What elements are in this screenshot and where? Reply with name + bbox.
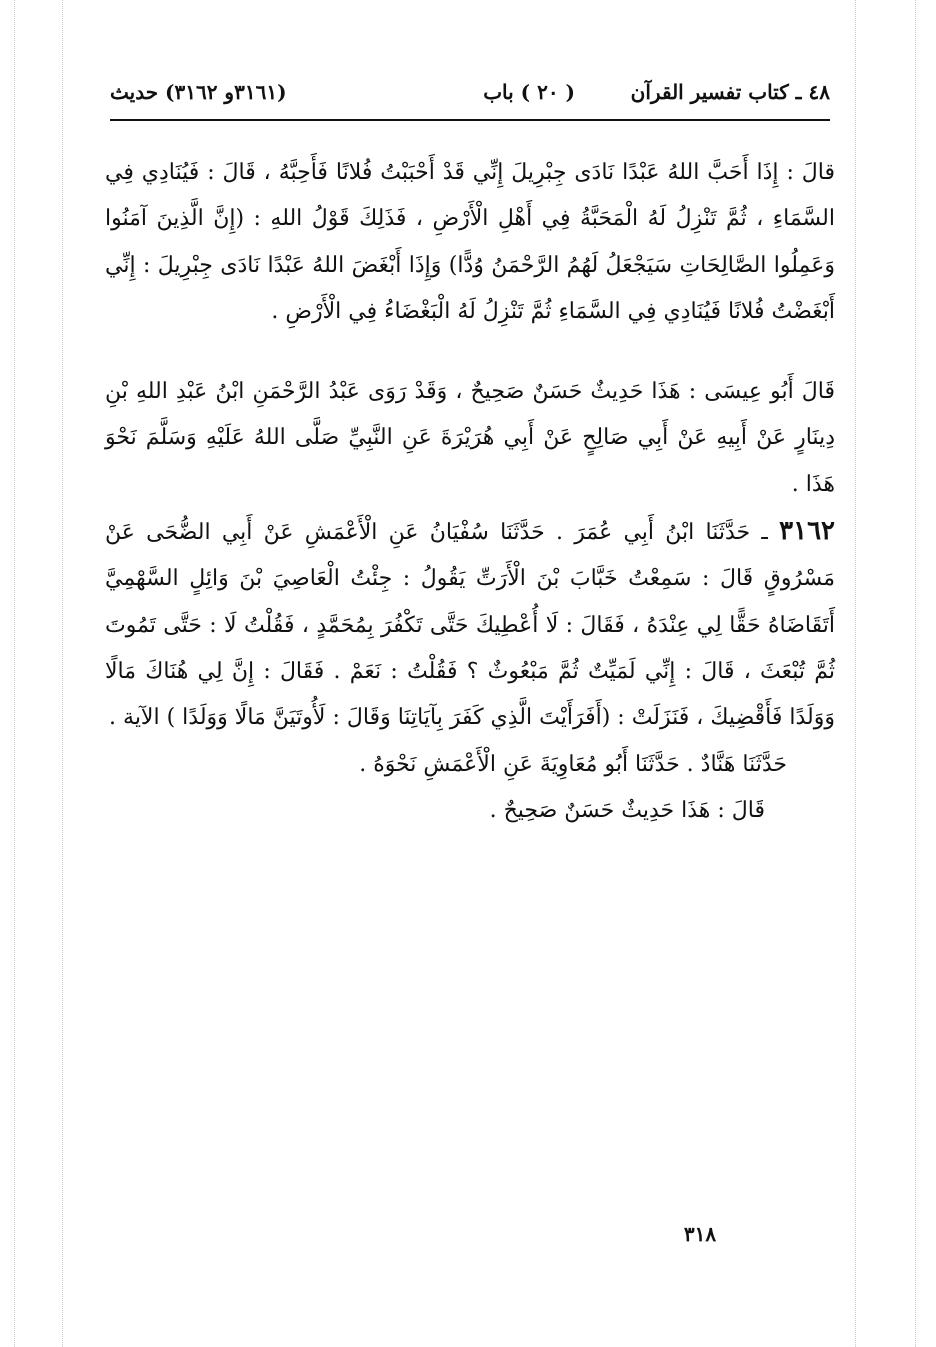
- book-title: ٤٨ ـ كتاب تفسير القرآن: [630, 80, 830, 104]
- hadith-number: ٣١٦٢: [779, 516, 835, 547]
- scan-dotted-line: [62, 0, 63, 1347]
- page-number: ٣١٨: [683, 1222, 717, 1246]
- hadith-text-paragraph: قالَ : إِذَا أَحَبَّ اللهُ عَبْدًا نَادَى جِبْرِيلَ إِنِّي قَدْ أَحْبَبْتُ فُلانًا فَأَحِبَّهُ ، قَالَ : فَيُنَادِي فِي السَّمَاءِ ، ثُمَّ تَنْزِلُ لَهُ الْمَحَبَّةُ فِي أَهْلِ الْأَرْضِ ، فَذَلِكَ قَوْلُ اللهِ : (إِنَّ الَّذِينَ آمَنُوا وَعَمِلُوا الصَّالِحَاتِ سَيَجْعَلُ لَهُمُ الرَّحْمَنُ وُدًّا) وَإِذَا أَبْغَضَ اللهُ عَبْدًا نَادَى جِبْرِيلَ : إِنِّي أَبْغَضْتُ فُلانًا فَيُنَادِي فِي السَّمَاءِ ثُمَّ تَنْزِلُ لَهُ الْبَغْضَاءُ فِي الْأَرْضِ .: [105, 160, 835, 324]
- hadith-text: ـ حَدَّثَنَا ابْنُ أَبِي عُمَرَ . حَدَّثَنَا سُفْيَانُ عَنِ الْأَعْمَشِ عَنْ أَبِي الضُّحَى عَنْ مَسْرُوقٍ قَالَ : سَمِعْتُ خَبَّابَ بْنَ الْأَرَتِّ يَقُولُ : جِئْتُ الْعَاصِيَ بْنَ وَائِلٍ السَّهْمِيَّ أَتَقَاضَاهُ حَقًّا لِي عِنْدَهُ ، فَقَالَ : لَا أُعْطِيكَ حَتَّى تَكْفُرَ بِمُحَمَّدٍ ، فَقُلْتُ لَا : حَتَّى تَمُوتَ ثُمَّ تُبْعَثَ ، قَالَ : إِنِّي لَمَيِّتٌ ثُمَّ مَبْعُوثٌ ؟ فَقُلْتُ : نَعَمْ . فَقَالَ : إِنَّ لِي هُنَاكَ مَالًا وَوَلَدًا فَأَقْضِيكَ ، فَنَزَلَتْ : (أَفَرَأَيْتَ الَّذِي كَفَرَ بِآيَاتِنَا وَقَالَ : لَأُوتَيَنَّ مَالًا وَوَلَدًا ) الآية .: [105, 520, 835, 731]
- header-rule: [110, 119, 830, 121]
- hadith-paragraph: [105, 508, 835, 741]
- grading-paragraph: قَالَ : هَذَا حَدِيثٌ حَسَنٌ صَحِيحٌ .: [489, 797, 765, 823]
- hadith-range: (٣١٦١و ٣١٦٢) حديث: [110, 80, 287, 104]
- page-body: [105, 150, 835, 834]
- narration-paragraph: حَدَّثَنَا هَنَّادٌ . حَدَّثَنَا أَبُو مُعَاوِيَةَ عَنِ الْأَعْمَشِ نَحْوَهُ .: [359, 751, 787, 777]
- scan-dotted-line: [915, 0, 916, 1347]
- scan-dotted-line: [855, 0, 856, 1347]
- chapter-label: ( ٢٠ ) باب: [483, 80, 575, 104]
- running-header: [110, 72, 830, 114]
- scan-dotted-line: [14, 0, 15, 1347]
- commentary-paragraph: قَالَ أَبُو عِيسَى : هَذَا حَدِيثٌ حَسَنٌ صَحِيحٌ ، وَقَدْ رَوَى عَبْدُ الرَّحْمَنِ ابْنُ عَبْدِ اللهِ بْنِ دِينَارٍ عَنْ أَبِيهِ عَنْ أَبِي صَالِحٍ عَنْ أَبِي هُرَيْرَةَ عَنِ النَّبِيِّ صَلَّى اللهُ عَلَيْهِ وَسَلَّمَ نَحْوَ هَذَا .: [105, 379, 835, 497]
